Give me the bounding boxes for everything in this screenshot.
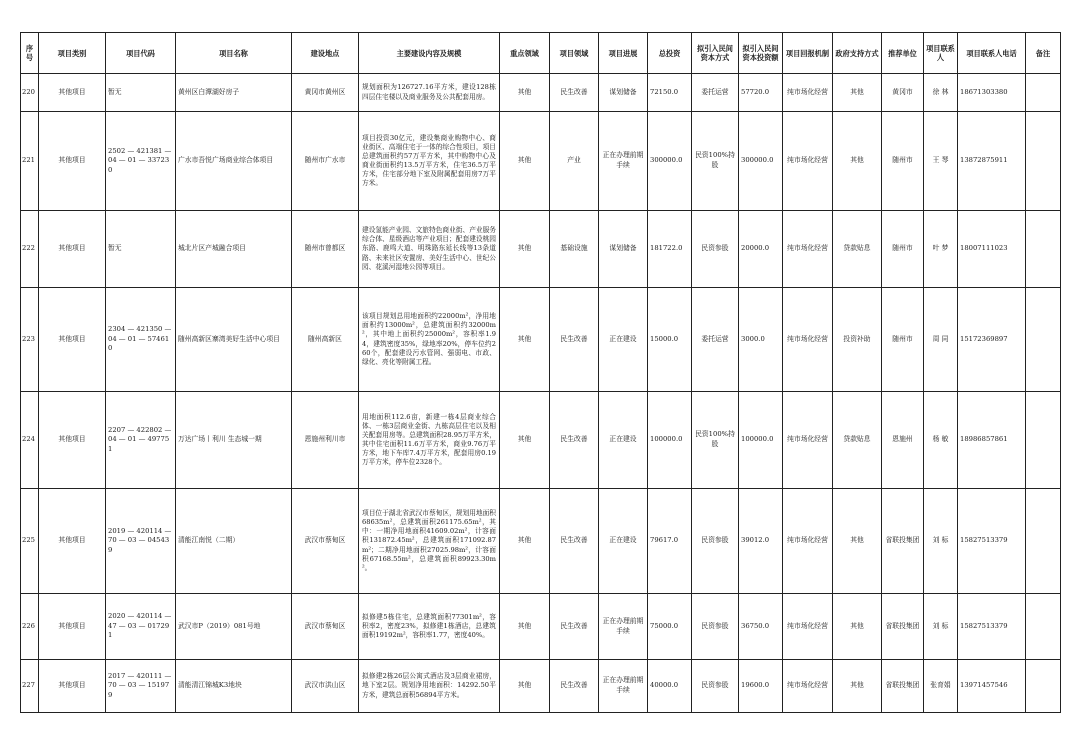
cell-code: 暂无: [106, 211, 176, 288]
cell-seq: 227: [21, 660, 39, 713]
header-key-field: 重点领域: [500, 33, 550, 74]
cell-gov-support: 贷款贴息: [833, 392, 882, 489]
cell-gov-support: 贷款贴息: [833, 211, 882, 288]
cell-progress: 谋划储备: [599, 211, 648, 288]
cell-content: 规划面积为126727.16平方米，建设128栋四层住宅楼以及商业服务及公共配套用房。: [359, 74, 500, 112]
cell-field: 民生改善: [550, 288, 599, 392]
cell-seq: 224: [21, 392, 39, 489]
cell-phone: 13971457546: [958, 660, 1026, 713]
project-table-container: [20, 32, 1060, 713]
cell-name: 黄州区白潭湖好房子: [176, 74, 292, 112]
cell-key-field: 其他: [500, 594, 550, 660]
cell-category: 其他项目: [39, 392, 106, 489]
cell-name: 清能江南悦（二期）: [176, 489, 292, 594]
cell-field: 民生改善: [550, 392, 599, 489]
cell-contact: 刘 标: [924, 594, 958, 660]
cell-location: 恩施州利川市: [292, 392, 359, 489]
cell-progress: 正在办理前期手续: [599, 660, 648, 713]
cell-phone: 15172369897: [958, 288, 1026, 392]
cell-gov-support: 其他: [833, 660, 882, 713]
cell-name: 随州高新区寨湾美好生活中心项目: [176, 288, 292, 392]
header-content: 主要建设内容及规模: [359, 33, 500, 74]
cell-private-amount: 19600.0: [739, 660, 783, 713]
cell-seq: 223: [21, 288, 39, 392]
cell-key-field: 其他: [500, 489, 550, 594]
cell-private-amount: 3000.0: [739, 288, 783, 392]
cell-recommender: 黄冈市: [882, 74, 924, 112]
cell-category: 其他项目: [39, 288, 106, 392]
header-recommender: 推荐单位: [882, 33, 924, 74]
cell-content: 项目位于湖北省武汉市蔡甸区，规划用地面积68635m²，总建筑面积261175.65m²，其中：一期净用地面积41609.02m²，计容面积131872.45m²，总建筑面积171092.87m²；二期净用地面积27025.98m²，计容面积67168.55m²，总建筑面积89923.30m²。: [359, 489, 500, 594]
cell-recommender: 省联投集团: [882, 594, 924, 660]
cell-category: 其他项目: [39, 660, 106, 713]
table-row: [21, 74, 1061, 112]
cell-remarks: [1026, 594, 1061, 660]
cell-private-mode: 委托运营: [692, 288, 739, 392]
cell-private-mode: 民资参股: [692, 489, 739, 594]
cell-content: 建设氢能产业园、文旅特色商业街、产业服务综合体、星级酒店等产业项目；配套建设桃园东路、鹿鸣大道、明珠路东延长线等13条道路、未来社区安置房、美好生活中心、世纪公园、花溪河湿地公园等项目。: [359, 211, 500, 288]
cell-location: 武汉市洪山区: [292, 660, 359, 713]
cell-content: 拟修建2栋26层公寓式酒店及3层商业裙房，地下室2层。规划净用地面积：14292.50平方米，建筑总面积56894平方米。: [359, 660, 500, 713]
cell-progress: 正在建设: [599, 392, 648, 489]
header-row: [21, 33, 1061, 74]
cell-name: 万达广场丨利川 生态城一期: [176, 392, 292, 489]
cell-return-mechanism: 纯市场化经营: [783, 392, 833, 489]
cell-private-amount: 300000.0: [739, 112, 783, 211]
cell-seq: 225: [21, 489, 39, 594]
cell-code: 2207 — 422802 — 04 — 01 — 497751: [106, 392, 176, 489]
cell-content: 拟修建5栋住宅，总建筑面积77301m²，容积率2，密度23%，拟修建1栋酒店，总建筑面积19192m²，容积率1.77，密度40%。: [359, 594, 500, 660]
cell-code: 暂无: [106, 74, 176, 112]
cell-contact: 王 琴: [924, 112, 958, 211]
cell-remarks: [1026, 112, 1061, 211]
cell-private-mode: 民资参股: [692, 211, 739, 288]
cell-return-mechanism: 纯市场化经营: [783, 112, 833, 211]
cell-field: 产业: [550, 112, 599, 211]
header-progress: 项目进展: [599, 33, 648, 74]
table-row: [21, 211, 1061, 288]
cell-gov-support: 其他: [833, 74, 882, 112]
cell-field: 民生改善: [550, 74, 599, 112]
cell-location: 随州市曾都区: [292, 211, 359, 288]
cell-private-amount: 57720.0: [739, 74, 783, 112]
table-row: [21, 660, 1061, 713]
cell-category: 其他项目: [39, 489, 106, 594]
cell-remarks: [1026, 211, 1061, 288]
cell-location: 武汉市蔡甸区: [292, 489, 359, 594]
cell-contact: 刘 标: [924, 489, 958, 594]
cell-seq: 220: [21, 74, 39, 112]
cell-total-investment: 79617.0: [648, 489, 692, 594]
cell-seq: 221: [21, 112, 39, 211]
cell-recommender: 省联投集团: [882, 489, 924, 594]
cell-private-amount: 20000.0: [739, 211, 783, 288]
cell-progress: 正在办理前期手续: [599, 112, 648, 211]
cell-return-mechanism: 纯市场化经营: [783, 288, 833, 392]
cell-remarks: [1026, 392, 1061, 489]
cell-phone: 18986857861: [958, 392, 1026, 489]
cell-field: 民生改善: [550, 489, 599, 594]
cell-progress: 谋划储备: [599, 74, 648, 112]
cell-content: 该项目规划总用地面积约22000m²，净用地面积约13000m²，总建筑面积约32000m²，其中地上面积约25000m²，容积率1.94，建筑密度35%，绿地率20%，停车位约260个，配套建设污水管网、强弱电、市政、绿化、亮化等附属工程。: [359, 288, 500, 392]
cell-contact: 杨 敏: [924, 392, 958, 489]
cell-recommender: 省联投集团: [882, 660, 924, 713]
header-category: 项目类别: [39, 33, 106, 74]
cell-code: 2502 — 421381 — 04 — 01 — 337230: [106, 112, 176, 211]
cell-key-field: 其他: [500, 112, 550, 211]
header-phone: 项目联系人电话: [958, 33, 1026, 74]
table-row: [21, 392, 1061, 489]
cell-return-mechanism: 纯市场化经营: [783, 211, 833, 288]
cell-location: 随州市广水市: [292, 112, 359, 211]
cell-name: 清能清江锦城K3地块: [176, 660, 292, 713]
cell-location: 黄冈市黄州区: [292, 74, 359, 112]
header-name: 项目名称: [176, 33, 292, 74]
cell-recommender: 恩施州: [882, 392, 924, 489]
cell-private-mode: 民资100%持股: [692, 392, 739, 489]
cell-remarks: [1026, 489, 1061, 594]
header-field: 项目领域: [550, 33, 599, 74]
cell-field: 民生改善: [550, 594, 599, 660]
cell-key-field: 其他: [500, 392, 550, 489]
cell-field: 民生改善: [550, 660, 599, 713]
cell-gov-support: 投资补助: [833, 288, 882, 392]
cell-name: 城北片区产城融合项目: [176, 211, 292, 288]
cell-return-mechanism: 纯市场化经营: [783, 74, 833, 112]
cell-recommender: 随州市: [882, 211, 924, 288]
cell-code: 2304 — 421350 — 04 — 01 — 574610: [106, 288, 176, 392]
cell-category: 其他项目: [39, 74, 106, 112]
cell-gov-support: 其他: [833, 489, 882, 594]
cell-gov-support: 其他: [833, 112, 882, 211]
cell-contact: 叶 梦: [924, 211, 958, 288]
cell-key-field: 其他: [500, 74, 550, 112]
cell-seq: 226: [21, 594, 39, 660]
cell-key-field: 其他: [500, 660, 550, 713]
cell-name: 广水市吾悦广场商业综合体项目: [176, 112, 292, 211]
cell-total-investment: 300000.0: [648, 112, 692, 211]
project-table: [20, 32, 1061, 713]
cell-private-mode: 民资参股: [692, 660, 739, 713]
cell-private-mode: 委托运营: [692, 74, 739, 112]
cell-total-investment: 181722.0: [648, 211, 692, 288]
cell-phone: 18007111023: [958, 211, 1026, 288]
table-row: [21, 489, 1061, 594]
cell-content: 项目投资30亿元，建设集商业购物中心、商业街区、高端住宅于一体的综合性项目，项目总建筑面积约57万平方米，其中购物中心及商业街面积约13.5万平方米，住宅36.5万平方米，住宅部分地下室及附属配套用房7万平方米。: [359, 112, 500, 211]
header-total-investment: 总投资: [648, 33, 692, 74]
cell-content: 用地面积112.6亩，新建一栋4层商业综合体、一栋3层商业金街、九栋高层住宅以及相关配套用房等。总建筑面积28.95万平方米，其中住宅面积11.6万平方米，商业9.76万平方米，地下车库7.4万平方米，配套用房0.19万平方米，停车位2328个。: [359, 392, 500, 489]
header-private-amount: 拟引入民间资本投资额: [739, 33, 783, 74]
cell-contact: 张育娟: [924, 660, 958, 713]
header-remarks: 备注: [1026, 33, 1061, 74]
cell-code: 2019 — 420114 — 70 — 03 — 045439: [106, 489, 176, 594]
cell-category: 其他项目: [39, 211, 106, 288]
table-row: [21, 288, 1061, 392]
cell-progress: 正在建设: [599, 288, 648, 392]
header-gov-support: 政府支持方式: [833, 33, 882, 74]
cell-contact: 周 同: [924, 288, 958, 392]
table-row: [21, 112, 1061, 211]
cell-private-amount: 39012.0: [739, 489, 783, 594]
cell-progress: 正在办理前期手续: [599, 594, 648, 660]
cell-private-amount: 36750.0: [739, 594, 783, 660]
cell-seq: 222: [21, 211, 39, 288]
cell-remarks: [1026, 660, 1061, 713]
cell-gov-support: 其他: [833, 594, 882, 660]
cell-total-investment: 15000.0: [648, 288, 692, 392]
header-location: 建设地点: [292, 33, 359, 74]
cell-key-field: 其他: [500, 288, 550, 392]
cell-total-investment: 72150.0: [648, 74, 692, 112]
header-contact: 项目联系人: [924, 33, 958, 74]
cell-total-investment: 100000.0: [648, 392, 692, 489]
cell-contact: 徐 林: [924, 74, 958, 112]
cell-remarks: [1026, 288, 1061, 392]
cell-return-mechanism: 纯市场化经营: [783, 489, 833, 594]
cell-private-mode: 民资100%持股: [692, 112, 739, 211]
cell-remarks: [1026, 74, 1061, 112]
cell-phone: 13872875911: [958, 112, 1026, 211]
cell-phone: 15827513379: [958, 489, 1026, 594]
cell-return-mechanism: 纯市场化经营: [783, 660, 833, 713]
cell-phone: 18671303380: [958, 74, 1026, 112]
header-code: 项目代码: [106, 33, 176, 74]
cell-code: 2017 — 420111 — 70 — 03 — 151979: [106, 660, 176, 713]
header-private-mode: 拟引入民间资本方式: [692, 33, 739, 74]
cell-key-field: 其他: [500, 211, 550, 288]
cell-code: 2020 — 420114 — 47 — 03 — 017291: [106, 594, 176, 660]
cell-name: 武汉市P（2019）081号地: [176, 594, 292, 660]
cell-recommender: 随州市: [882, 112, 924, 211]
cell-progress: 正在建设: [599, 489, 648, 594]
cell-category: 其他项目: [39, 112, 106, 211]
cell-total-investment: 75000.0: [648, 594, 692, 660]
cell-private-mode: 民资参股: [692, 594, 739, 660]
cell-field: 基础设施: [550, 211, 599, 288]
cell-category: 其他项目: [39, 594, 106, 660]
table-row: [21, 594, 1061, 660]
cell-location: 武汉市蔡甸区: [292, 594, 359, 660]
cell-total-investment: 40000.0: [648, 660, 692, 713]
header-return-mechanism: 项目回报机制: [783, 33, 833, 74]
cell-private-amount: 100000.0: [739, 392, 783, 489]
cell-phone: 15827513379: [958, 594, 1026, 660]
cell-return-mechanism: 纯市场化经营: [783, 594, 833, 660]
cell-location: 随州高新区: [292, 288, 359, 392]
cell-recommender: 随州市: [882, 288, 924, 392]
header-seq: 序号: [21, 33, 39, 74]
